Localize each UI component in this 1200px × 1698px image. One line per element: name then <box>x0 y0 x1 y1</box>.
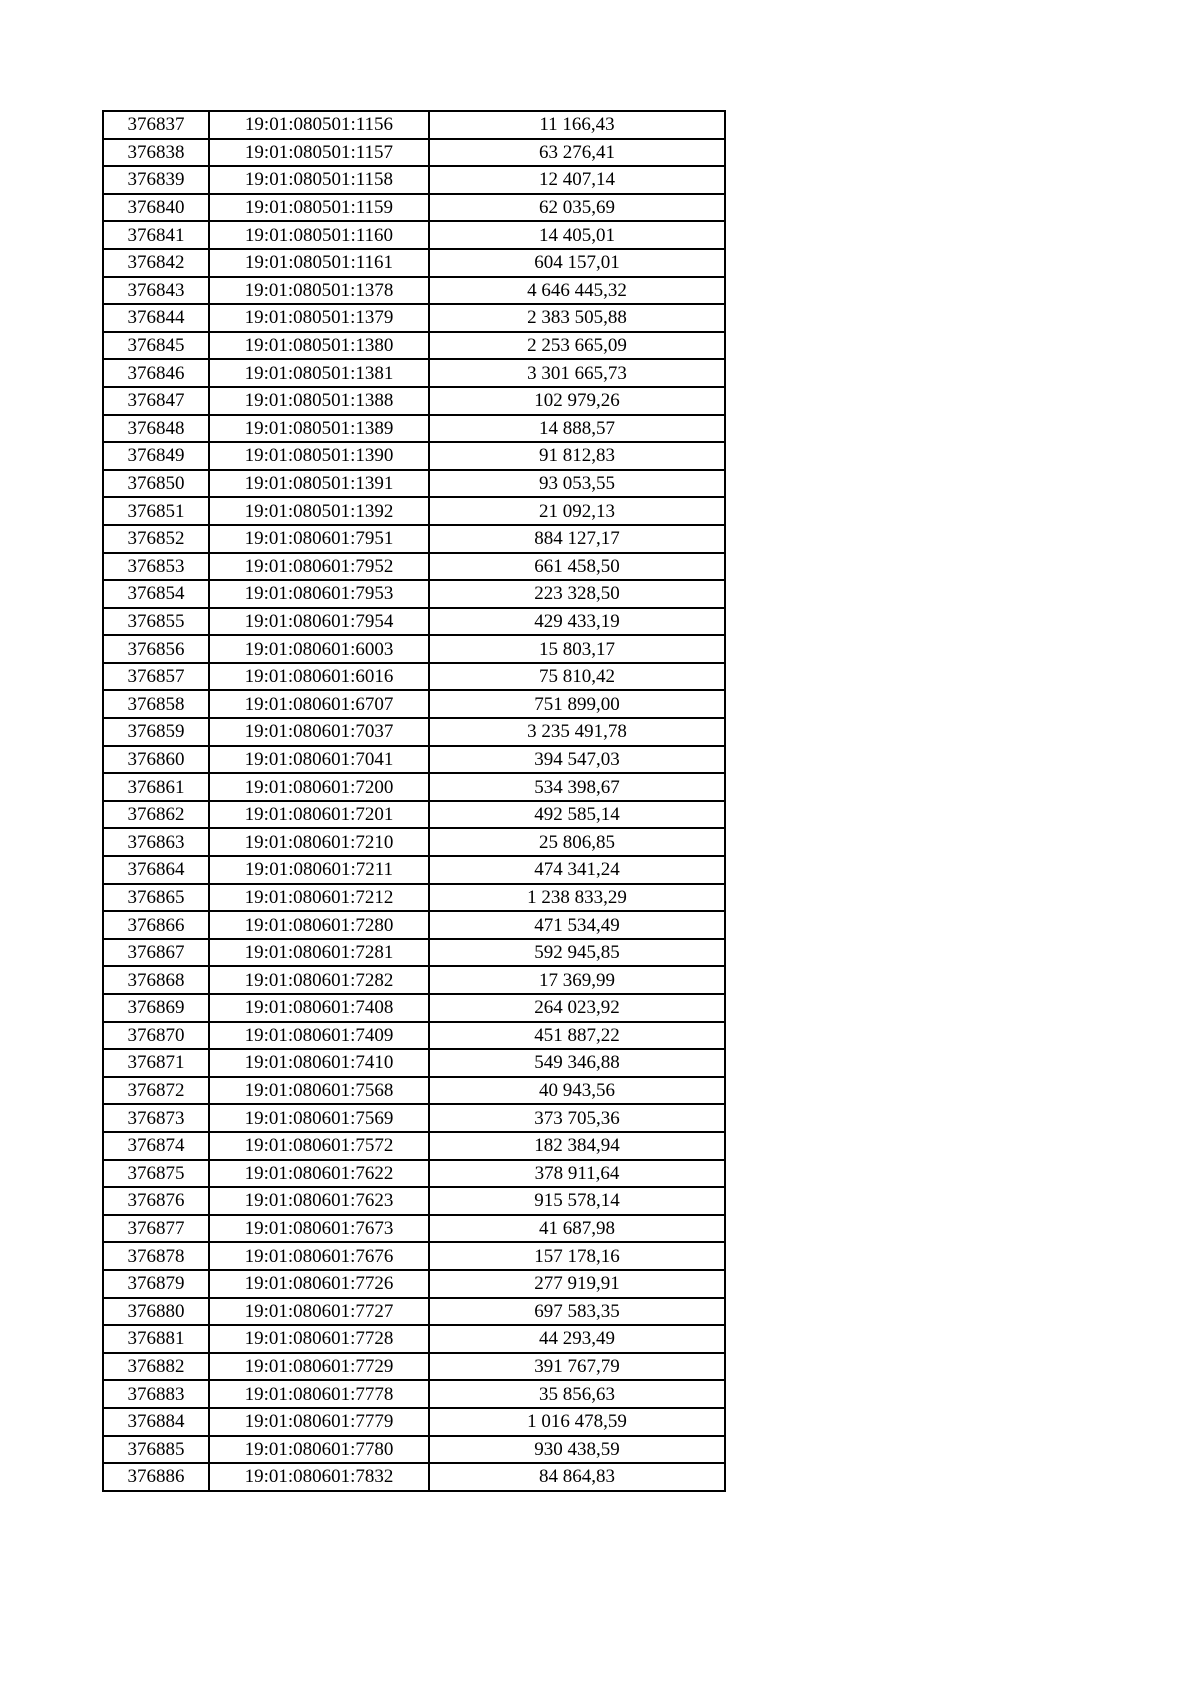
cadastral-number-cell: 19:01:080601:7832 <box>209 1463 429 1491</box>
cadastral-value-cell: 2 253 665,09 <box>429 332 725 360</box>
row-number-cell: 376865 <box>103 884 209 912</box>
table-row <box>103 1463 725 1491</box>
row-number-cell: 376873 <box>103 1104 209 1132</box>
cadastral-number-cell: 19:01:080601:7780 <box>209 1436 429 1464</box>
cadastral-value-table <box>102 110 726 1492</box>
row-number-cell: 376856 <box>103 635 209 663</box>
cadastral-value-cell: 41 687,98 <box>429 1215 725 1243</box>
row-number-cell: 376855 <box>103 608 209 636</box>
row-number-cell: 376837 <box>103 111 209 139</box>
table-row <box>103 1298 725 1326</box>
table-row <box>103 139 725 167</box>
cadastral-number-cell: 19:01:080601:7280 <box>209 911 429 939</box>
row-number-cell: 376848 <box>103 415 209 443</box>
table-row <box>103 1242 725 1270</box>
cadastral-value-cell: 182 384,94 <box>429 1132 725 1160</box>
cadastral-value-cell: 91 812,83 <box>429 442 725 470</box>
cadastral-number-cell: 19:01:080601:7951 <box>209 525 429 553</box>
cadastral-number-cell: 19:01:080601:7282 <box>209 966 429 994</box>
cadastral-number-cell: 19:01:080601:7676 <box>209 1242 429 1270</box>
row-number-cell: 376883 <box>103 1380 209 1408</box>
cadastral-value-cell: 884 127,17 <box>429 525 725 553</box>
row-number-cell: 376868 <box>103 966 209 994</box>
cadastral-value-cell: 930 438,59 <box>429 1436 725 1464</box>
table-row <box>103 1160 725 1188</box>
cadastral-number-cell: 19:01:080601:7281 <box>209 939 429 967</box>
table-row <box>103 1187 725 1215</box>
cadastral-number-cell: 19:01:080601:7778 <box>209 1380 429 1408</box>
cadastral-value-cell: 451 887,22 <box>429 1022 725 1050</box>
table-row <box>103 911 725 939</box>
cadastral-value-cell: 373 705,36 <box>429 1104 725 1132</box>
table-row <box>103 497 725 525</box>
cadastral-number-cell: 19:01:080601:7779 <box>209 1408 429 1436</box>
cadastral-number-cell: 19:01:080501:1381 <box>209 359 429 387</box>
row-number-cell: 376854 <box>103 580 209 608</box>
table-row <box>103 553 725 581</box>
cadastral-value-cell: 14 888,57 <box>429 415 725 443</box>
cadastral-value-cell: 40 943,56 <box>429 1077 725 1105</box>
cadastral-number-cell: 19:01:080601:7568 <box>209 1077 429 1105</box>
cadastral-number-cell: 19:01:080501:1390 <box>209 442 429 470</box>
cadastral-value-cell: 1 016 478,59 <box>429 1408 725 1436</box>
cadastral-value-cell: 25 806,85 <box>429 828 725 856</box>
row-number-cell: 376845 <box>103 332 209 360</box>
row-number-cell: 376841 <box>103 221 209 249</box>
table-row <box>103 1353 725 1381</box>
cadastral-value-cell: 391 767,79 <box>429 1353 725 1381</box>
cadastral-value-cell: 223 328,50 <box>429 580 725 608</box>
cadastral-number-cell: 19:01:080601:7409 <box>209 1022 429 1050</box>
row-number-cell: 376881 <box>103 1325 209 1353</box>
table-row <box>103 939 725 967</box>
row-number-cell: 376880 <box>103 1298 209 1326</box>
cadastral-value-cell: 63 276,41 <box>429 139 725 167</box>
cadastral-number-cell: 19:01:080601:7408 <box>209 994 429 1022</box>
row-number-cell: 376862 <box>103 801 209 829</box>
cadastral-value-cell: 2 383 505,88 <box>429 304 725 332</box>
cadastral-number-cell: 19:01:080601:7727 <box>209 1298 429 1326</box>
cadastral-number-cell: 19:01:080501:1391 <box>209 470 429 498</box>
row-number-cell: 376863 <box>103 828 209 856</box>
cadastral-value-cell: 84 864,83 <box>429 1463 725 1491</box>
table-row <box>103 1049 725 1077</box>
cadastral-number-cell: 19:01:080601:7673 <box>209 1215 429 1243</box>
row-number-cell: 376851 <box>103 497 209 525</box>
table-row <box>103 718 725 746</box>
cadastral-value-cell: 264 023,92 <box>429 994 725 1022</box>
cadastral-number-cell: 19:01:080601:7572 <box>209 1132 429 1160</box>
table-row <box>103 1380 725 1408</box>
cadastral-value-cell: 429 433,19 <box>429 608 725 636</box>
cadastral-number-cell: 19:01:080601:7954 <box>209 608 429 636</box>
cadastral-value-cell: 1 238 833,29 <box>429 884 725 912</box>
cadastral-value-cell: 44 293,49 <box>429 1325 725 1353</box>
row-number-cell: 376859 <box>103 718 209 746</box>
table-row <box>103 746 725 774</box>
table-row <box>103 1132 725 1160</box>
cadastral-value-cell: 35 856,63 <box>429 1380 725 1408</box>
row-number-cell: 376860 <box>103 746 209 774</box>
row-number-cell: 376847 <box>103 387 209 415</box>
cadastral-number-cell: 19:01:080601:7622 <box>209 1160 429 1188</box>
row-number-cell: 376842 <box>103 249 209 277</box>
row-number-cell: 376849 <box>103 442 209 470</box>
cadastral-number-cell: 19:01:080501:1392 <box>209 497 429 525</box>
cadastral-value-cell: 4 646 445,32 <box>429 277 725 305</box>
row-number-cell: 376874 <box>103 1132 209 1160</box>
table-row <box>103 1270 725 1298</box>
cadastral-number-cell: 19:01:080501:1156 <box>209 111 429 139</box>
row-number-cell: 376861 <box>103 773 209 801</box>
table-row <box>103 387 725 415</box>
table-row <box>103 525 725 553</box>
row-number-cell: 376869 <box>103 994 209 1022</box>
row-number-cell: 376879 <box>103 1270 209 1298</box>
cadastral-value-cell: 277 919,91 <box>429 1270 725 1298</box>
cadastral-number-cell: 19:01:080601:6003 <box>209 635 429 663</box>
cadastral-value-cell: 11 166,43 <box>429 111 725 139</box>
cadastral-number-cell: 19:01:080601:7623 <box>209 1187 429 1215</box>
cadastral-value-cell: 604 157,01 <box>429 249 725 277</box>
cadastral-number-cell: 19:01:080501:1161 <box>209 249 429 277</box>
cadastral-number-cell: 19:01:080501:1388 <box>209 387 429 415</box>
cadastral-value-cell: 62 035,69 <box>429 194 725 222</box>
row-number-cell: 376850 <box>103 470 209 498</box>
row-number-cell: 376885 <box>103 1436 209 1464</box>
table-row <box>103 1325 725 1353</box>
cadastral-value-cell: 14 405,01 <box>429 221 725 249</box>
cadastral-value-cell: 157 178,16 <box>429 1242 725 1270</box>
table-row <box>103 111 725 139</box>
cadastral-value-cell: 102 979,26 <box>429 387 725 415</box>
cadastral-value-cell: 17 369,99 <box>429 966 725 994</box>
row-number-cell: 376864 <box>103 856 209 884</box>
row-number-cell: 376844 <box>103 304 209 332</box>
cadastral-value-cell: 492 585,14 <box>429 801 725 829</box>
row-number-cell: 376882 <box>103 1353 209 1381</box>
cadastral-number-cell: 19:01:080501:1380 <box>209 332 429 360</box>
row-number-cell: 376843 <box>103 277 209 305</box>
cadastral-number-cell: 19:01:080601:7726 <box>209 1270 429 1298</box>
table-row <box>103 415 725 443</box>
table-row <box>103 304 725 332</box>
table-row <box>103 1104 725 1132</box>
table-row <box>103 773 725 801</box>
table-row <box>103 966 725 994</box>
cadastral-value-cell: 3 235 491,78 <box>429 718 725 746</box>
cadastral-value-cell: 3 301 665,73 <box>429 359 725 387</box>
cadastral-number-cell: 19:01:080501:1389 <box>209 415 429 443</box>
cadastral-value-cell: 21 092,13 <box>429 497 725 525</box>
cadastral-value-cell: 394 547,03 <box>429 746 725 774</box>
cadastral-value-cell: 12 407,14 <box>429 166 725 194</box>
table-row <box>103 828 725 856</box>
cadastral-number-cell: 19:01:080601:7211 <box>209 856 429 884</box>
row-number-cell: 376852 <box>103 525 209 553</box>
cadastral-number-cell: 19:01:080601:7728 <box>209 1325 429 1353</box>
row-number-cell: 376872 <box>103 1077 209 1105</box>
row-number-cell: 376857 <box>103 663 209 691</box>
row-number-cell: 376871 <box>103 1049 209 1077</box>
cadastral-number-cell: 19:01:080601:7201 <box>209 801 429 829</box>
cadastral-number-cell: 19:01:080601:7953 <box>209 580 429 608</box>
row-number-cell: 376840 <box>103 194 209 222</box>
cadastral-value-cell: 471 534,49 <box>429 911 725 939</box>
table-row <box>103 580 725 608</box>
table-row <box>103 442 725 470</box>
row-number-cell: 376838 <box>103 139 209 167</box>
cadastral-number-cell: 19:01:080601:7729 <box>209 1353 429 1381</box>
row-number-cell: 376886 <box>103 1463 209 1491</box>
cadastral-value-cell: 661 458,50 <box>429 553 725 581</box>
cadastral-value-cell: 751 899,00 <box>429 690 725 718</box>
cadastral-number-cell: 19:01:080601:7200 <box>209 773 429 801</box>
row-number-cell: 376867 <box>103 939 209 967</box>
cadastral-number-cell: 19:01:080601:6707 <box>209 690 429 718</box>
table-row <box>103 470 725 498</box>
table-row <box>103 249 725 277</box>
cadastral-number-cell: 19:01:080501:1157 <box>209 139 429 167</box>
cadastral-number-cell: 19:01:080601:7410 <box>209 1049 429 1077</box>
cadastral-number-cell: 19:01:080601:7952 <box>209 553 429 581</box>
cadastral-number-cell: 19:01:080601:7210 <box>209 828 429 856</box>
table-row <box>103 359 725 387</box>
cadastral-number-cell: 19:01:080501:1378 <box>209 277 429 305</box>
row-number-cell: 376877 <box>103 1215 209 1243</box>
table-row <box>103 663 725 691</box>
table-row <box>103 1215 725 1243</box>
row-number-cell: 376839 <box>103 166 209 194</box>
cadastral-number-cell: 19:01:080501:1158 <box>209 166 429 194</box>
cadastral-number-cell: 19:01:080501:1159 <box>209 194 429 222</box>
row-number-cell: 376858 <box>103 690 209 718</box>
row-number-cell: 376876 <box>103 1187 209 1215</box>
table-row <box>103 635 725 663</box>
table-row <box>103 1436 725 1464</box>
cadastral-number-cell: 19:01:080501:1160 <box>209 221 429 249</box>
cadastral-number-cell: 19:01:080601:7037 <box>209 718 429 746</box>
cadastral-value-cell: 534 398,67 <box>429 773 725 801</box>
row-number-cell: 376866 <box>103 911 209 939</box>
cadastral-number-cell: 19:01:080601:6016 <box>209 663 429 691</box>
table-row <box>103 690 725 718</box>
row-number-cell: 376875 <box>103 1160 209 1188</box>
cadastral-value-cell: 75 810,42 <box>429 663 725 691</box>
table-row <box>103 332 725 360</box>
row-number-cell: 376870 <box>103 1022 209 1050</box>
cadastral-value-cell: 549 346,88 <box>429 1049 725 1077</box>
table-row <box>103 884 725 912</box>
table-row <box>103 801 725 829</box>
table-row <box>103 277 725 305</box>
cadastral-number-cell: 19:01:080501:1379 <box>209 304 429 332</box>
cadastral-value-cell: 15 803,17 <box>429 635 725 663</box>
row-number-cell: 376853 <box>103 553 209 581</box>
table-row <box>103 221 725 249</box>
cadastral-value-cell: 474 341,24 <box>429 856 725 884</box>
table-row <box>103 1408 725 1436</box>
cadastral-number-cell: 19:01:080601:7041 <box>209 746 429 774</box>
row-number-cell: 376884 <box>103 1408 209 1436</box>
cadastral-value-cell: 378 911,64 <box>429 1160 725 1188</box>
row-number-cell: 376878 <box>103 1242 209 1270</box>
cadastral-value-cell: 592 945,85 <box>429 939 725 967</box>
table-row <box>103 166 725 194</box>
table-row <box>103 856 725 884</box>
table-row <box>103 1077 725 1105</box>
cadastral-number-cell: 19:01:080601:7569 <box>209 1104 429 1132</box>
table-row <box>103 608 725 636</box>
row-number-cell: 376846 <box>103 359 209 387</box>
table-row <box>103 1022 725 1050</box>
cadastral-number-cell: 19:01:080601:7212 <box>209 884 429 912</box>
cadastral-value-cell: 915 578,14 <box>429 1187 725 1215</box>
cadastral-value-cell: 93 053,55 <box>429 470 725 498</box>
cadastral-value-cell: 697 583,35 <box>429 1298 725 1326</box>
table-row <box>103 994 725 1022</box>
table-row <box>103 194 725 222</box>
table-body <box>103 111 725 1491</box>
